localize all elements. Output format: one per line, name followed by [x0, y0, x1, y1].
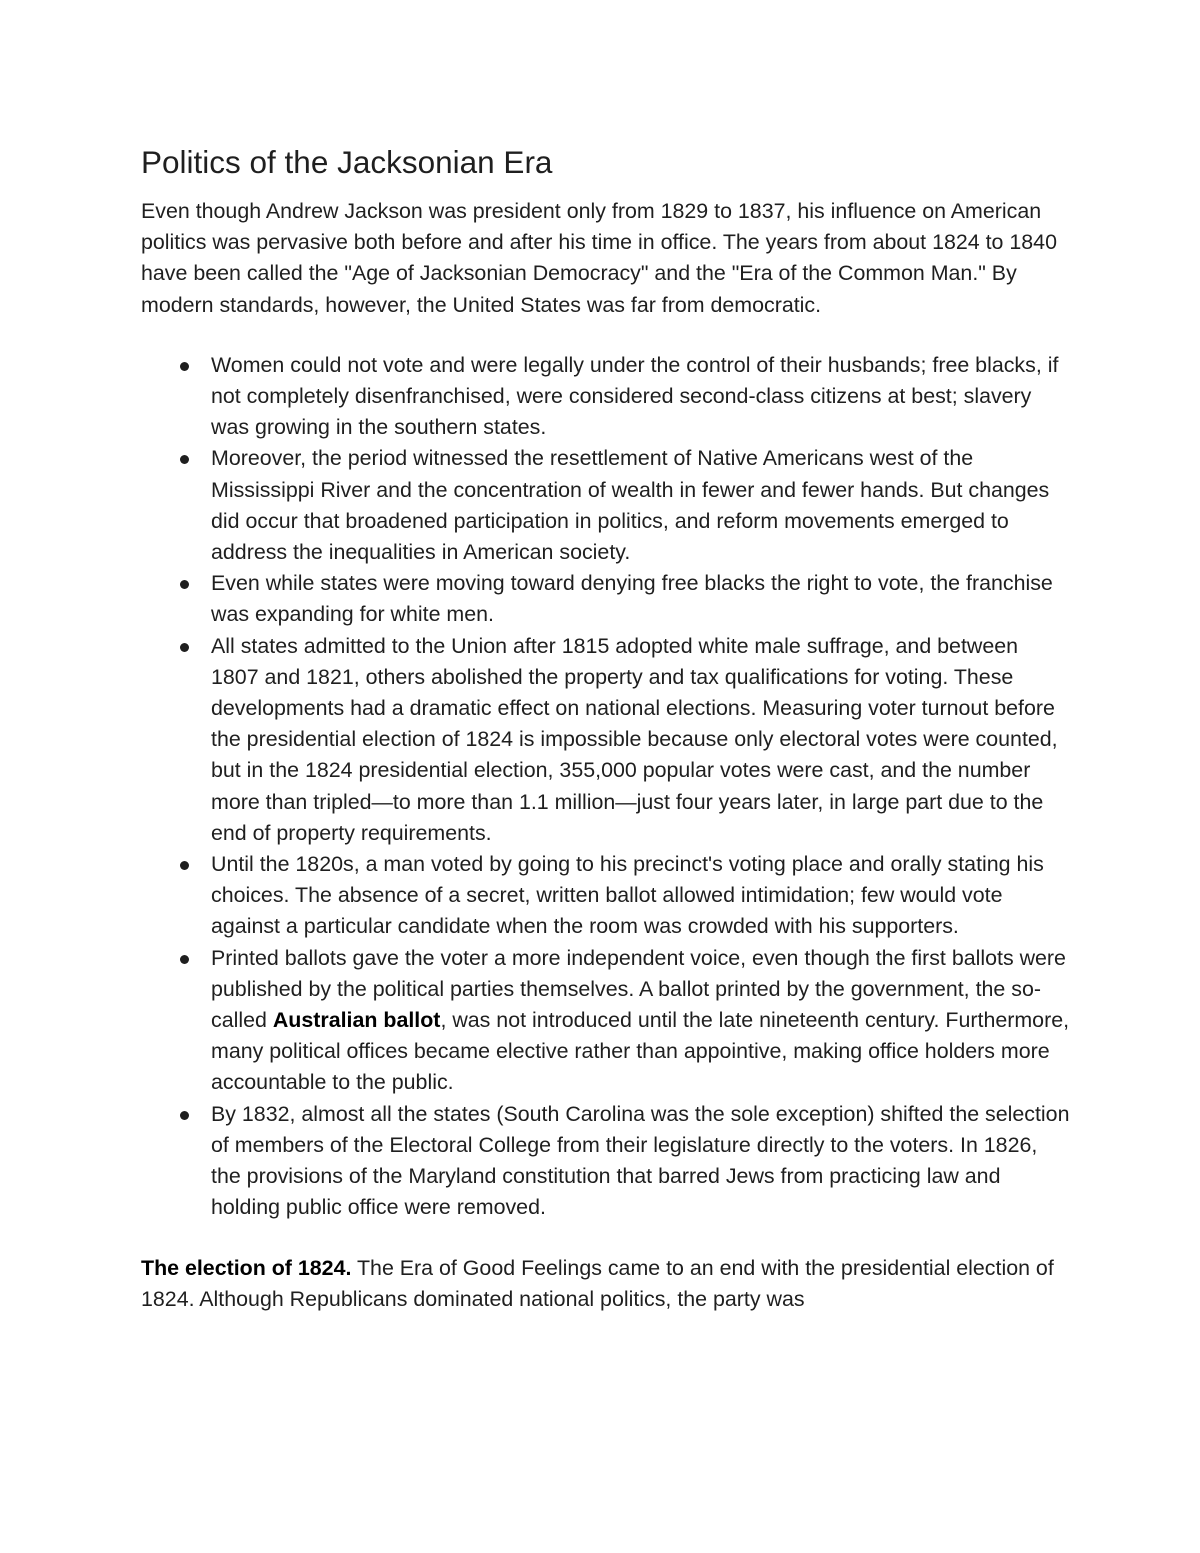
list-item-text: All states admitted to the Union after 1815 adopted white male suffrage, and between 1807 and 1821, others abolished the property and tax qualifications for voting. These developments had a dramatic effect on national elections. Measuring voter turnout before the presidential election of 1824 is impossible because only electoral votes were counted, but in the 1824 presidential election, 355,000 popular votes were cast, and the number more than tripled—to more than 1.1 million—just four years later, in large part due to the end of property requirements.: [211, 633, 1058, 845]
list-item: [141, 443, 1071, 568]
election-text: The Era of Good Feelings came to an end with the presidential election of 1824. Although Republicans dominated national politics, the party was: [141, 1255, 1054, 1311]
bullet-icon: [180, 861, 189, 870]
list-item-text: Until the 1820s, a man voted by going to his precinct's voting place and orally stating his choices. The absence of a secret, written ballot allowed intimidation; few would vote against a particular candidate when the room was crowded with his supporters.: [211, 852, 1044, 939]
bullet-icon: [180, 362, 189, 371]
list-item: [141, 350, 1071, 444]
bullet-list: [141, 350, 1071, 1224]
text-segment: Printed ballots gave the voter a more independent voice, even though the first ballots were published by the political parties themselves. A ballot printed by the government, the so-called: [211, 945, 1066, 1033]
list-item-text: Even while states were moving toward denying free blacks the right to vote, the franchise was expanding for white men.: [211, 571, 1053, 627]
document-page: [141, 140, 1071, 1315]
intro-paragraph: Even though Andrew Jackson was president only from 1829 to 1837, his influence on American politics was pervasive both before and after his time in office. The years from about 1824 to 1840 have been called the "Age of Jacksonian Democracy" and the "Era of the Common Man." By modern standards, however, the United States was far from democratic.: [141, 199, 1057, 317]
bullet-icon: [180, 580, 189, 589]
list-item: [141, 943, 1071, 1099]
list-item: [141, 631, 1071, 849]
list-item-text: Women could not vote and were legally under the control of their husbands; free blacks, if not completely disenfranchised, were considered second-class citizens at best; slavery was growing in the southern states.: [211, 352, 1059, 440]
list-item-text: [211, 946, 1069, 1095]
list-item: [141, 1099, 1071, 1224]
list-item-text: Moreover, the period witnessed the resettlement of Native Americans west of the Mississippi River and the concentration of wealth in fewer and fewer hands. But changes did occur that broadened participation in politics, and reform movements emerged to address the inequalities in American society.: [211, 446, 1050, 565]
bullet-icon: [180, 955, 189, 964]
list-item: [141, 568, 1071, 630]
election-heading: The election of 1824.: [141, 1255, 352, 1280]
page-title: Politics of the Jacksonian Era: [141, 144, 553, 180]
list-item: [141, 849, 1071, 943]
australian-ballot-term: Australian ballot: [272, 1008, 441, 1033]
text-segment: , was not introduced until the late nineteenth century. Furthermore, many political offices became elective rather than appointive, making office holders more accountable to the public.: [211, 1008, 1070, 1095]
bullet-icon: [180, 643, 189, 652]
list-item-text: By 1832, almost all the states (South Carolina was the sole exception) shifted the selection of members of the Electoral College from their legislature directly to the voters. In 1826, the provisions of the Maryland constitution that barred Jews from practicing law and holding public office were removed.: [211, 1101, 1070, 1220]
bullet-icon: [180, 455, 189, 464]
bullet-icon: [180, 1111, 189, 1120]
election-paragraph: [141, 1253, 1071, 1315]
